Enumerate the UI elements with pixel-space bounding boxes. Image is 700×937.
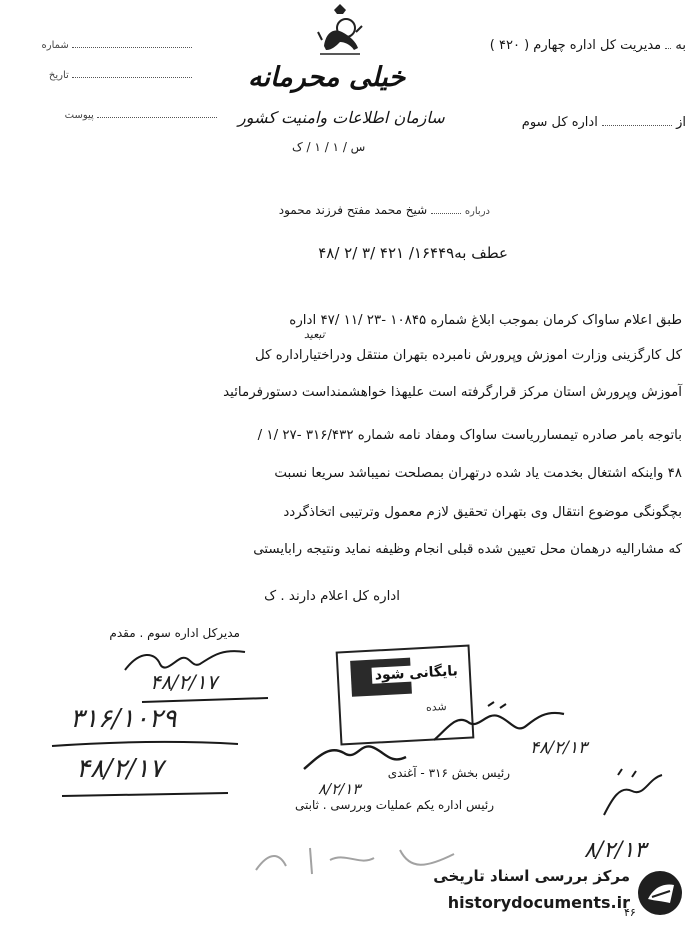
watermark: [410, 863, 690, 923]
from-text: اداره کل سوم: [521, 115, 598, 130]
to-line: [490, 38, 686, 53]
watermark-title: مرکز بررسی اسناد تاریخی: [433, 867, 630, 885]
middle-handwritten-date: ۸/۲/۱۳: [318, 780, 361, 798]
reference-line: عطف به۱۶۴۴۹/ ۴۲۱ /۳ /۲ /۴۸: [318, 244, 508, 262]
emblem-icon: [310, 2, 370, 62]
number-underline-icon: [50, 738, 240, 750]
attachment-label: پیوست: [64, 110, 94, 121]
body-line-5: ۴۸ واینکه اشتغال بخدمت یاد شده درتهران بمصلحت نمیباشد سریعا نسبت: [274, 466, 682, 481]
stamp-text: بایگانی شود: [371, 663, 461, 684]
to-label: به: [675, 38, 686, 53]
subject-text: شیخ محمد مفتح فرزند محمود: [278, 203, 428, 217]
subject-label: درباره: [464, 206, 490, 217]
body-line-7: که مشارالیه درهمان محل تعیین شده قبلی انجام وظیفه نماید ونتیجه رابایستی: [253, 542, 682, 557]
org-name: سازمان اطلاعات وامنیت کشور: [238, 108, 445, 127]
sign-off-1: رئیس بخش ۳۱۶ - آغندی: [387, 766, 510, 780]
body-line-3: آموزش وپرورش استان مرکز قرارگرفته است علیهذا خواهشمنداست دستورفرمائید: [223, 385, 682, 400]
right-handwritten-date: ۴۸/۲/۱۳: [530, 738, 588, 758]
manager-line: مدیرکل اداره سوم . مقدم: [109, 626, 240, 640]
number-label: شماره: [41, 40, 69, 51]
sign-off-2: رئیس اداره یکم عملیات وبررسی . ثابتی: [294, 798, 494, 812]
watermark-url: historydocuments.ir: [447, 893, 630, 912]
handwritten-date-2: ۴۸/۲/۱۷: [76, 754, 164, 784]
body-line-8: اداره کل اعلام دارند . ک: [264, 589, 400, 604]
number-field: [2, 40, 192, 51]
from-line: [522, 115, 686, 130]
page-number: ۴۶: [624, 906, 636, 919]
far-right-signature-icon: [598, 765, 668, 825]
body-line-6: بچگونگی موضوع انتقال وی بتهران تحقیق لازم معمول وترتیبی اتخاذگردد: [283, 505, 682, 520]
subject-line: [279, 203, 490, 217]
to-text: مدیریت کل اداره چهارم ( ۴۲۰ ): [489, 38, 662, 53]
handwritten-number: ۳۱۶/۱۰۲۹: [70, 704, 177, 734]
interline-note: تبعید: [304, 328, 325, 341]
body-line-2: کل کارگزینی وزارت اموزش وپرورش نامبرده بتهران منتقل ودراختیاراداره کل: [254, 348, 682, 363]
watermark-logo-icon: [636, 869, 684, 917]
handwritten-date-1: ۴۸/۲/۱۷: [150, 670, 218, 694]
from-label: از: [676, 115, 686, 130]
date2-underline-icon: [60, 790, 230, 800]
bottom-right-handwritten-date: ۸/۲/۱۳: [584, 838, 647, 863]
body-line-1: طبق اعلام ساواک کرمان بموجب ابلاغ شماره ۱۰۸۴۵ -۲۳ /۱۱ /۴۷ اداره: [289, 313, 682, 328]
classification-heading: خیلی محرمانه: [248, 62, 406, 93]
body-line-4: باتوجه بامر صادره تیمسارریاست ساواک ومفاد نامه شماره ۳۱۶/۴۳۲ -۲۷ /۱ /: [257, 428, 682, 443]
org-code: س / ۱ / ۱ / ک: [292, 140, 366, 154]
date-field: [2, 70, 192, 81]
date-label: تاریخ: [48, 70, 69, 81]
attachment-field: [2, 110, 217, 121]
stamp-note: شده: [425, 699, 447, 714]
